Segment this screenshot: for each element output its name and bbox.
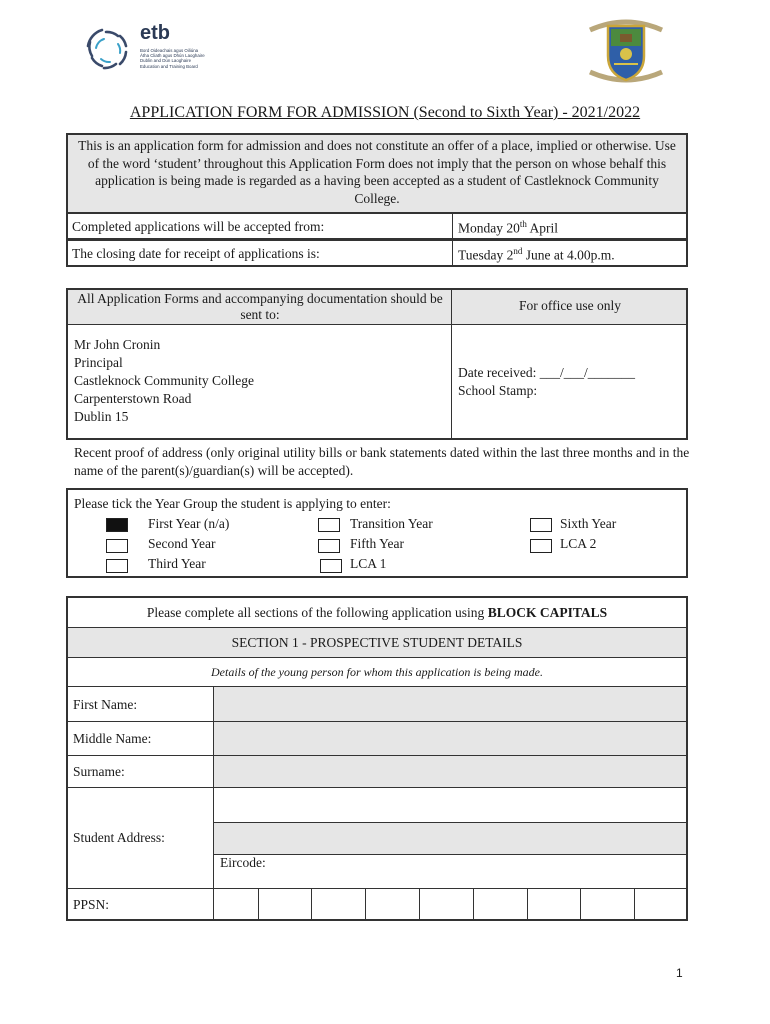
etb-logo	[82, 22, 222, 78]
form-title: APPLICATION FORM FOR ADMISSION (Second to Sixth Year) - 2021/2022	[129, 104, 641, 121]
second-year-checkbox[interactable]	[106, 539, 128, 553]
etb-subtitle: Bord Oideachais agus Oiliúna Átha Cliath agus Dhún Laoghaire Dublin and Dún Laoghaire Education and Training Board	[140, 48, 205, 69]
block-capitals-instruction: Please complete all sections of the following application using BLOCK CAPITALS	[146, 605, 608, 620]
accepted-from-row	[66, 213, 688, 240]
year-group-prompt: Please tick the Year Group the student is applying to enter:	[74, 496, 391, 511]
address-line-1-input[interactable]	[214, 788, 686, 822]
send-to-header: All Application Forms and accompanying documentation should be sent to:	[77, 291, 443, 322]
eircode-label: Eircode:	[220, 855, 266, 870]
first-name-input[interactable]	[214, 687, 686, 721]
date-received-field[interactable]: Date received: ___/___/_______	[458, 365, 635, 380]
section1-subheading: Details of the young person for whom this application is being made.	[211, 665, 543, 679]
middle-name-label: Middle Name:	[73, 731, 152, 746]
first-year-label: First Year (n/a)	[148, 516, 230, 531]
ppsn-label: PPSN:	[73, 897, 110, 912]
school-stamp-field: School Stamp:	[458, 383, 538, 398]
lca2-checkbox[interactable]	[530, 539, 552, 553]
student-address-label: Student Address:	[73, 830, 165, 845]
send-to-box	[66, 288, 688, 440]
third-year-label: Third Year	[148, 556, 206, 571]
page-number: 1	[676, 966, 683, 980]
fifth-year-checkbox[interactable]	[318, 539, 340, 553]
closing-date-row	[66, 240, 688, 267]
first-year-checkbox[interactable]	[106, 518, 128, 532]
ppsn-input-cells[interactable]	[214, 889, 686, 919]
principal-address: Mr John Cronin Principal Castleknock Community College Carpenterstown Road Dublin 15	[74, 337, 254, 424]
surname-label: Surname:	[73, 764, 125, 779]
office-use-header: For office use only	[518, 298, 622, 313]
middle-name-input[interactable]	[214, 722, 686, 755]
accepted-from-value: Monday 20th April	[458, 219, 559, 236]
lca1-checkbox[interactable]	[320, 559, 342, 573]
proof-of-address-note: Recent proof of address (only original utility bills or bank statements dated within the last three months and in the name of the parent(s)/guardian(s) will be accepted).	[74, 445, 690, 478]
etb-wordmark: etb	[140, 22, 170, 44]
second-year-label: Second Year	[148, 536, 216, 551]
lca2-label: LCA 2	[560, 536, 597, 551]
sixth-year-label: Sixth Year	[560, 516, 617, 531]
third-year-checkbox[interactable]	[106, 559, 128, 573]
transition-year-checkbox[interactable]	[318, 518, 340, 532]
crest-icon	[584, 16, 668, 86]
section1-table	[66, 596, 688, 921]
eircode-input[interactable]	[218, 855, 686, 888]
intro-disclaimer: This is an application form for admission and does not constitute an offer of a place, implied or otherwise. Use of the word ‘student’ throughout this Application Form does not imply that the person on whose behalf this application is being made is regarded as a having been accepted as a student of Castleknock Community College.	[66, 133, 688, 213]
school-crest	[584, 16, 668, 86]
lca1-label: LCA 1	[350, 556, 387, 571]
section1-heading: SECTION 1 - PROSPECTIVE STUDENT DETAILS	[231, 635, 523, 650]
accepted-from-label: Completed applications will be accepted from:	[72, 219, 325, 234]
fifth-year-label: Fifth Year	[350, 536, 405, 551]
closing-date-value: Tuesday 2nd June at 4.00p.m.	[458, 246, 615, 263]
address-line-2-input[interactable]	[214, 823, 686, 854]
closing-date-label: The closing date for receipt of applications is:	[72, 246, 320, 261]
etb-swirl-icon	[82, 24, 134, 76]
year-group-box	[66, 488, 688, 578]
first-name-label: First Name:	[73, 697, 138, 712]
transition-year-label: Transition Year	[350, 516, 433, 531]
surname-input[interactable]	[214, 756, 686, 787]
sixth-year-checkbox[interactable]	[530, 518, 552, 532]
